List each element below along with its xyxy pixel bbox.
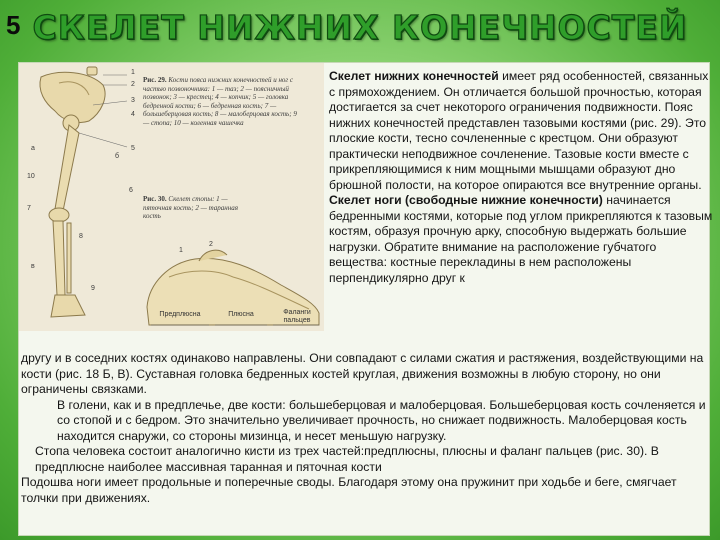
bottom-text (21, 351, 711, 506)
bottom-paragraph-4: Подошва ноги имеет продольные и поперечные своды. Благодаря этому она пружинит при ходьбе и беге, смягчает толчки при движениях. (21, 475, 677, 505)
pelvis-heading: Скелет нижних конечностей (329, 69, 499, 83)
figure-30-text: Скелет стопы: 1 — пяточная кость; 2 — таранная кость (143, 195, 238, 221)
label-phalanges: Фаланги пальцев (283, 309, 311, 324)
marker-10: 10 (27, 173, 35, 180)
leg-paragraph: начинается бедренными костями, которые под углом прикрепляются к тазовым костям, образуя прочную арку, способную выдержать большие нагрузки. Обратите внимание на расположение губчатого вещества: костные перекладины в нем расположены перпендикулярно друг к (329, 193, 713, 285)
label-metatarsus: Плюсна (228, 311, 254, 318)
figure-29-text: Кости пояса нижних конечностей и ног с частью позвоночника: 1 — таз; 2 — поясничный позвонок; 3 — крестец; 4 — копчик; 5 — головка бедренной кости; 6 — бедренная кость; 7 — большеберцовая кость; 8 — малоберцовая кость; 9 — стопа; 10 — коленная чашечка (143, 76, 297, 127)
right-column-text (329, 69, 713, 286)
figure-29-title: Рис. 29. (143, 76, 167, 84)
figure-30-caption (143, 195, 243, 221)
bottom-paragraph-2: В голени, как и в предплечье, две кости: большеберцовая и малоберцовая. Большеберцовая кость сочленяется и со стопой и с бедром. Это значительно увеличивает прочность, но снижает подвижность. Малоберцовая кость находится снаружи, со стороны мизинца, и несет меньшую нагрузку. (57, 397, 706, 443)
marker-1: 1 (131, 69, 135, 76)
skeleton-figure (19, 63, 324, 331)
marker-a: а (31, 145, 35, 152)
marker-foot-2: 2 (209, 241, 213, 248)
marker-foot-1: 1 (179, 247, 183, 254)
marker-3: 3 (131, 97, 135, 104)
marker-8: 8 (79, 233, 83, 240)
marker-9: 9 (91, 285, 95, 292)
label-tarsus: Предплюсна (159, 311, 201, 318)
marker-v: в (31, 263, 35, 270)
marker-b: б (115, 153, 120, 160)
slide-title: СКЕЛЕТ НИЖНИХ КОНЕЧНОСТЕЙ (32, 8, 688, 47)
bottom-paragraph-3: Стопа человека состоит аналогично кисти из трех частей:предплюсны, плюсны и фаланг пальцев (рис. 30). В предплюсне наиболее массивная таранная и пяточная кости (35, 444, 659, 474)
marker-5: 5 (131, 145, 135, 152)
marker-2: 2 (131, 81, 135, 88)
leg-heading: Скелет ноги (свободные нижние конечности) (329, 193, 603, 207)
marker-6: 6 (129, 187, 133, 194)
figure-29-caption (143, 76, 303, 128)
figure-30-title: Рис. 30. (143, 195, 167, 203)
bottom-paragraph-1: другу и в соседних костях одинаково направлены. Они совпадают с силами сжатия и растяжения, воздействующими на кости (рис. 18 Б, В). Суставная головка бедренных костей круглая, движения возможны в любую сторону, но они ограничены связками. (21, 351, 704, 396)
marker-4: 4 (131, 111, 135, 118)
marker-7: 7 (27, 205, 31, 212)
pelvis-paragraph: имеет ряд особенностей, связанных с прямохождением. Он отличается большой прочностью, которая достигается за счет некоторого ограничения подвижности. Пояс нижних конечностей представлен тазовыми костями (рис. 29). Это плоские кости, тесно сочлененные с крестцом. Они образуют практически неподвижное сочленение. Тазовые кости вместе с прикрепляющимися к ним мощными мышцами образуют дно брюшной полости, на которое опираются все внутренние органы. (329, 69, 709, 192)
content-panel (18, 62, 713, 536)
slide-number: 5 (6, 10, 21, 40)
